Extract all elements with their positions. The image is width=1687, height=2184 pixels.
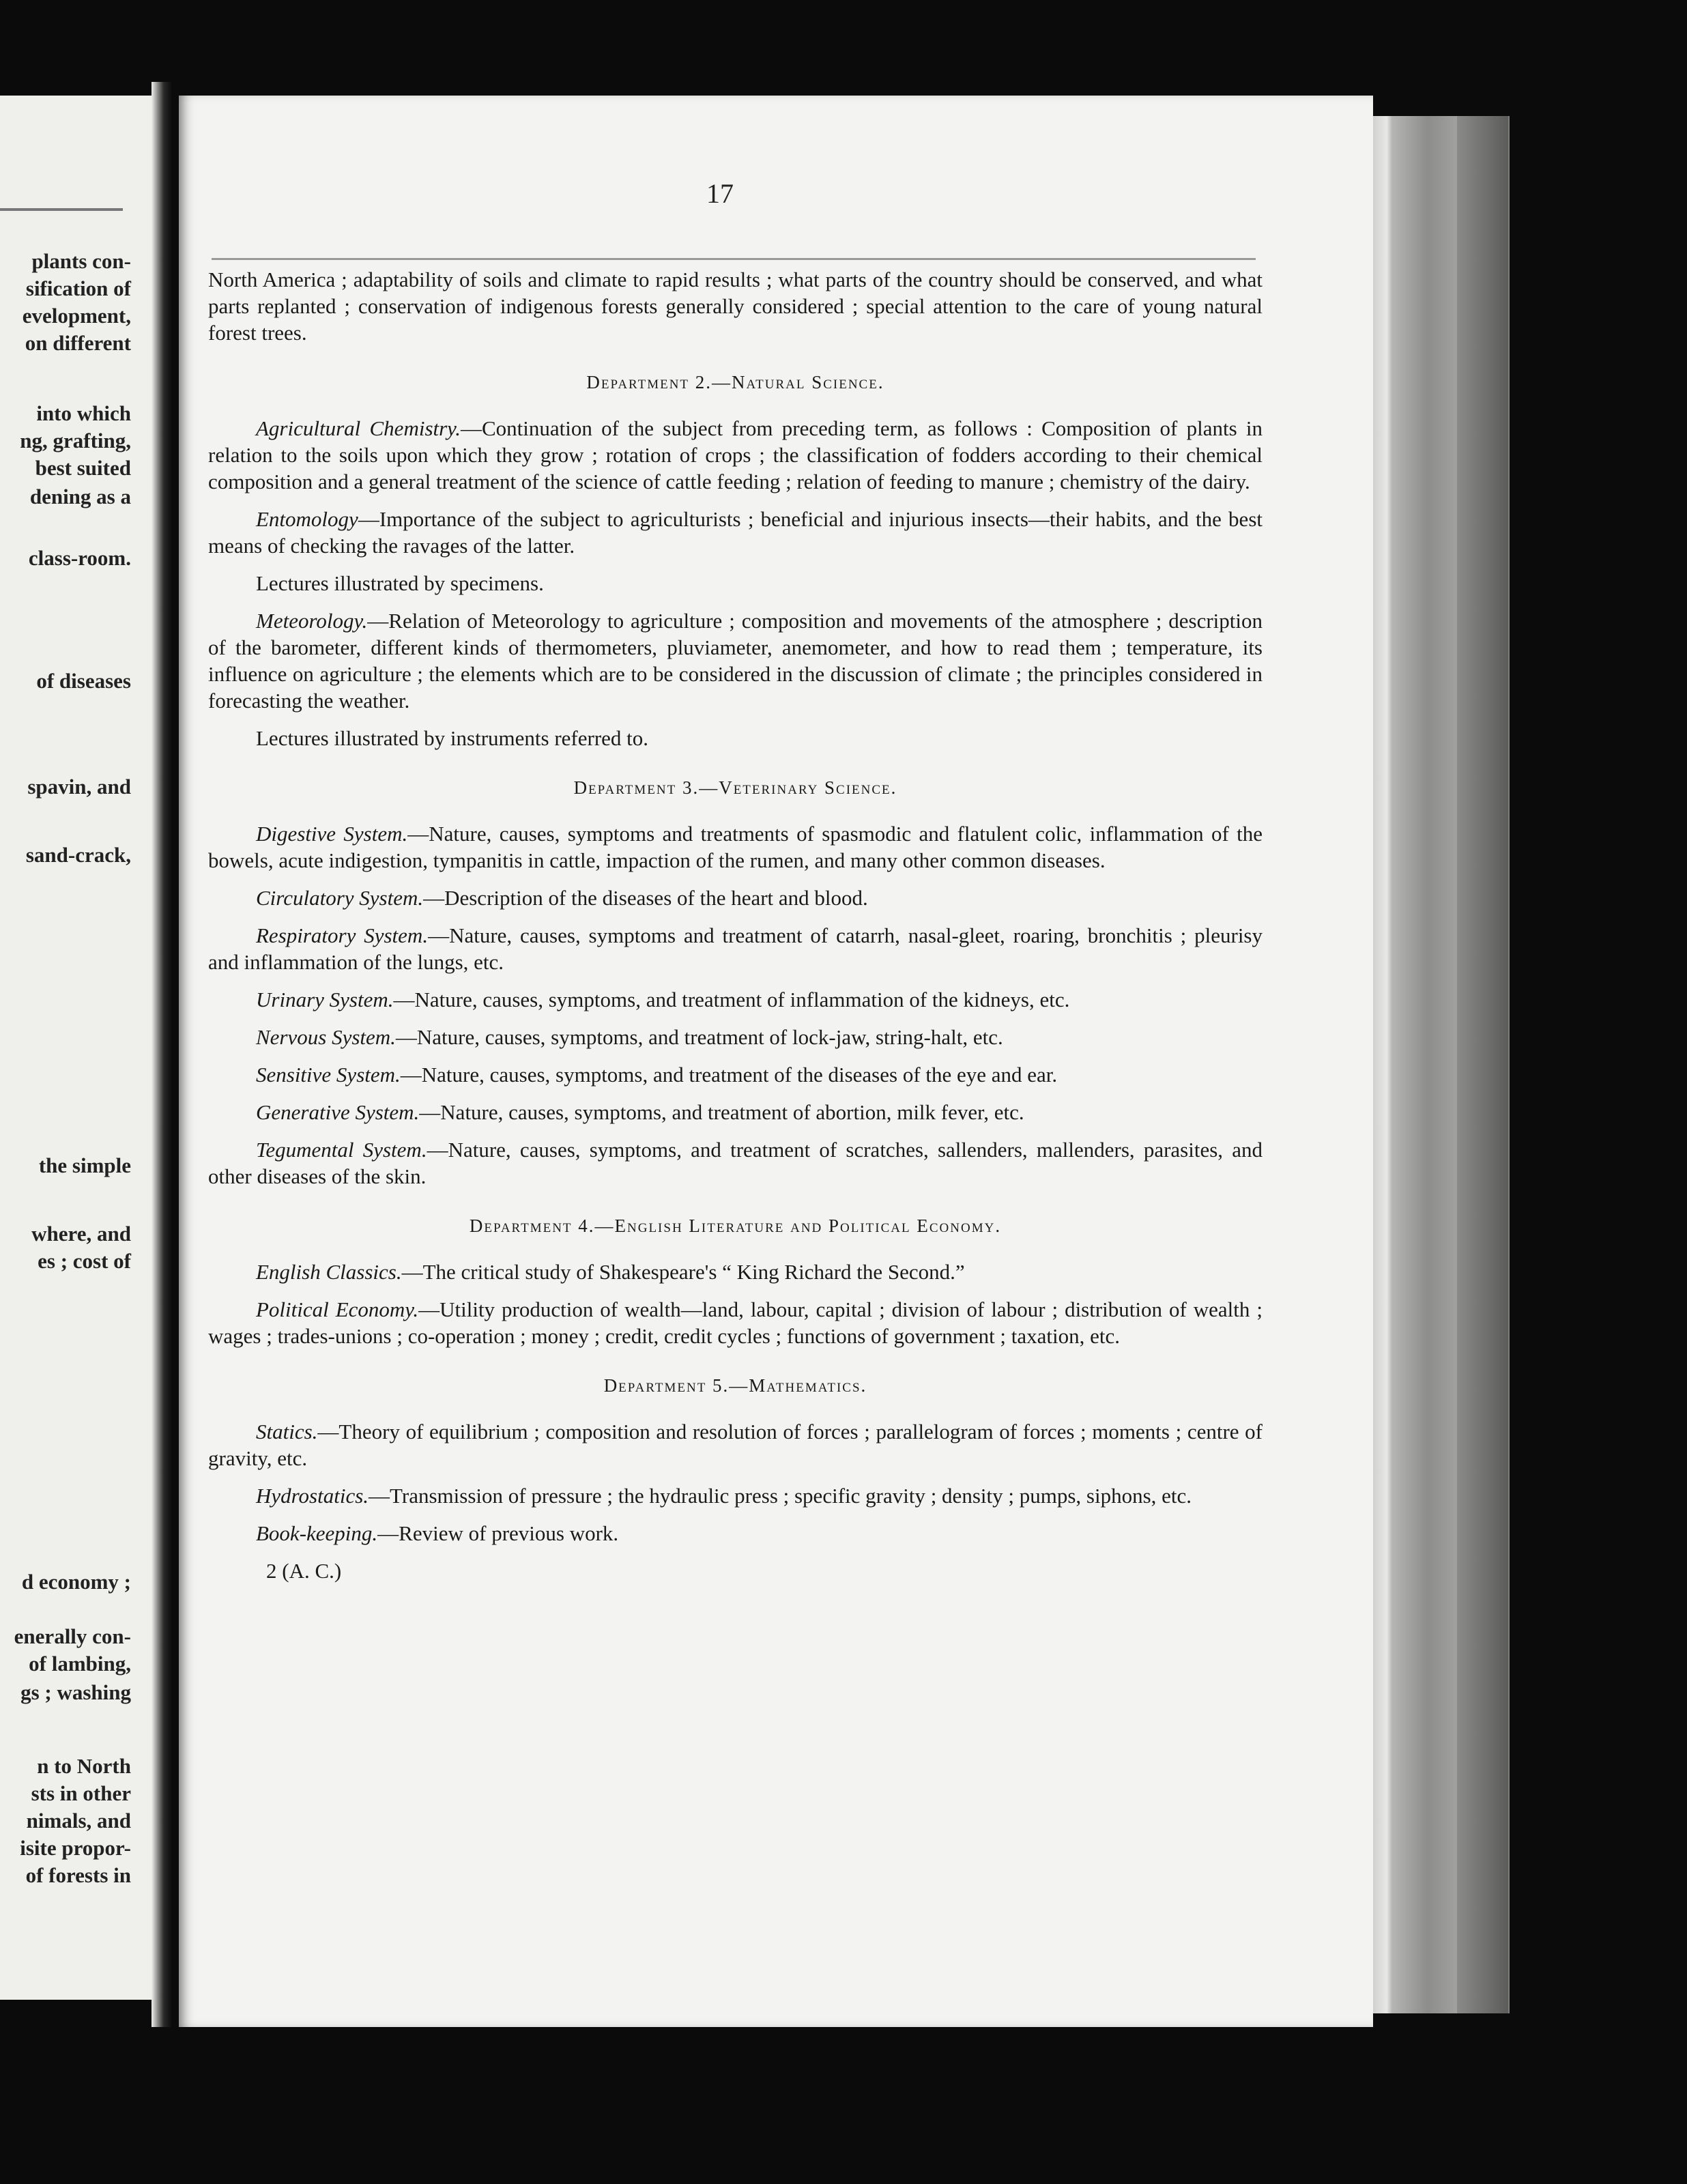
topic-text: —Nature, causes, symptoms and treatments of spasmodic and flatulent colic, inflammation of the bowels, acute indigestion, tympanitis in cattle, impaction of the rumen, and many other common diseases.	[208, 822, 1263, 872]
topic-label: Sensitive System.	[256, 1063, 401, 1087]
veterinary-topic-paragraph	[208, 820, 1263, 874]
left-page-line: of diseases	[36, 669, 131, 693]
left-page-line: n to North	[37, 1754, 131, 1778]
left-page-line: of lambing,	[29, 1652, 131, 1676]
left-page-line: spavin, and	[27, 775, 131, 799]
topic-label: Political Economy.	[256, 1297, 419, 1321]
english-classics-paragraph	[208, 1259, 1263, 1285]
entomology-paragraph	[208, 506, 1263, 559]
adjacent-page-left	[0, 96, 171, 2000]
department-3-heading: Department 3.—Veterinary Science.	[573, 777, 897, 798]
veterinary-topic-paragraph	[208, 1061, 1263, 1088]
department-2-heading: Department 2.—Natural Science.	[586, 372, 884, 392]
page-edge-dark	[1457, 116, 1508, 2013]
agricultural-chemistry-paragraph	[208, 415, 1263, 495]
topic-label: Hydrostatics.	[256, 1484, 369, 1508]
topic-label: Digestive System.	[256, 822, 408, 846]
veterinary-topic-paragraph	[208, 885, 1263, 911]
left-page-line: sts in other	[31, 1781, 131, 1805]
topic-label: Entomology	[256, 507, 358, 531]
topic-text: —Continuation of the subject from preceding term, as follows : Composition of plants in relation to the soils upon which they grow ; rotation of crops ; the classification of fodders according to their chemical composition and a general treatment of the science of cattle feeding ; relation of feeding to manure ; chemistry of the dairy.	[208, 416, 1263, 493]
veterinary-topic-paragraph	[208, 922, 1263, 975]
gutter-shadow	[152, 82, 172, 2027]
veterinary-topics	[208, 820, 1263, 1190]
intro-paragraph: North America ; adaptability of soils and climate to rapid results ; what parts of the country should be conserved, and what parts replanted ; conservation of indigenous forests generally considered ; special attention to the care of young natural forest trees.	[208, 268, 1263, 345]
topic-text: —Nature, causes, symptoms, and treatment of the diseases of the eye and ear.	[400, 1063, 1058, 1087]
topic-text: —Nature, causes, symptoms, and treatment of scratches, sallenders, mallenders, parasites, and other diseases of the skin.	[208, 1138, 1263, 1188]
hydrostatics-paragraph	[208, 1482, 1263, 1509]
left-page-line: ng, grafting,	[20, 429, 131, 452]
topic-text: —Utility production of wealth—land, labour, capital ; division of labour ; distribution of wealth ; wages ; trades-unions ; co-operation ; money ; credit, credit cycles ; functions of government ; taxation, etc.	[208, 1297, 1263, 1348]
topic-label: Urinary System.	[256, 988, 394, 1011]
header-rule	[212, 258, 1256, 260]
left-page-line: nimals, and	[26, 1809, 131, 1833]
left-page-line: on different	[25, 331, 131, 355]
left-page-line: sification of	[25, 276, 131, 300]
political-economy-paragraph	[208, 1296, 1263, 1349]
left-page-line: enerally con-	[14, 1624, 131, 1648]
left-page-line: gs ; washing	[20, 1680, 131, 1704]
topic-text: —Relation of Meteorology to agriculture ; composition and movements of the atmosphere ; description of the barometer, different kinds of thermometers, pluviameter, anemometer, and how to read them ; temperature, its influence on agriculture ; the elements which are to be considered in the discussion of climate ; the principles considered in forecasting the weather.	[208, 609, 1263, 713]
topic-text: —Description of the diseases of the heart and blood.	[423, 886, 868, 910]
topic-label: Meteorology.	[256, 609, 368, 633]
topic-text: —Nature, causes, symptoms, and treatment of lock-jaw, string-halt, etc.	[395, 1025, 1003, 1049]
topic-text: —Importance of the subject to agriculturists ; beneficial and injurious insects—their habits, and the best means of checking the ravages of the latter.	[208, 507, 1263, 558]
left-page-line: into which	[36, 401, 131, 425]
department-4-heading: Department 4.—English Literature and Political Economy.	[469, 1216, 1002, 1236]
topic-label: Agricultural Chemistry.	[256, 416, 461, 440]
book-keeping-paragraph	[208, 1520, 1263, 1547]
left-page-line: best suited	[35, 456, 131, 480]
left-page-line: dening as a	[29, 485, 131, 508]
topic-text: —Review of previous work.	[377, 1521, 619, 1545]
topic-label: Statics.	[256, 1420, 318, 1443]
left-page-rule	[0, 208, 123, 211]
statics-paragraph	[208, 1418, 1263, 1471]
veterinary-topic-paragraph	[208, 1136, 1263, 1190]
left-page-line: es ; cost of	[38, 1249, 131, 1273]
left-page-line: plants con-	[31, 249, 131, 273]
entomology-note: Lectures illustrated by specimens.	[256, 571, 544, 595]
left-page-line: class-room.	[28, 546, 131, 570]
left-page-line: d economy ;	[21, 1570, 131, 1594]
topic-text: —Nature, causes, symptoms, and treatment of abortion, milk fever, etc.	[419, 1100, 1024, 1124]
topic-label: Respiratory System.	[256, 923, 429, 947]
veterinary-topic-paragraph	[208, 1024, 1263, 1050]
veterinary-topic-paragraph	[208, 986, 1263, 1013]
topic-label: English Classics.	[256, 1260, 402, 1284]
topic-text: —Transmission of pressure ; the hydraulic press ; specific gravity ; density ; pumps, siphons, etc.	[369, 1484, 1192, 1508]
topic-label: Circulatory System.	[256, 886, 424, 910]
left-page-line: evelopment,	[22, 304, 131, 328]
topic-label: Nervous System.	[256, 1025, 396, 1049]
topic-label: Generative System.	[256, 1100, 420, 1124]
topic-label: Tegumental System.	[256, 1138, 427, 1162]
topic-text: —The critical study of Shakespeare's “ King Richard the Second.”	[401, 1260, 965, 1284]
left-page-line: where, and	[31, 1222, 131, 1246]
left-page-line: the simple	[38, 1153, 131, 1177]
page-number: 17	[706, 178, 734, 209]
page-content	[208, 266, 1263, 1584]
meteorology-paragraph	[208, 607, 1263, 714]
signature-mark: 2 (A. C.)	[266, 1559, 342, 1583]
topic-text: —Nature, causes, symptoms, and treatment of inflammation of the kidneys, etc.	[393, 988, 1070, 1011]
topic-text: —Nature, causes, symptoms and treatment of catarrh, nasal-gleet, roaring, bronchitis ; pleurisy and inflammation of the lungs, etc.	[208, 923, 1263, 974]
left-page-line: sand-crack,	[25, 843, 131, 867]
left-page-line: isite propor-	[20, 1836, 131, 1860]
department-5-heading: Department 5.—Mathematics.	[603, 1375, 867, 1396]
veterinary-topic-paragraph	[208, 1099, 1263, 1125]
meteorology-note: Lectures illustrated by instruments referred to.	[256, 726, 649, 750]
left-page-line: of forests in	[25, 1863, 131, 1887]
topic-text: —Theory of equilibrium ; composition and resolution of forces ; parallelogram of forces ; moments ; centre of gravity, etc.	[208, 1420, 1263, 1470]
topic-label: Book-keeping.	[256, 1521, 378, 1545]
